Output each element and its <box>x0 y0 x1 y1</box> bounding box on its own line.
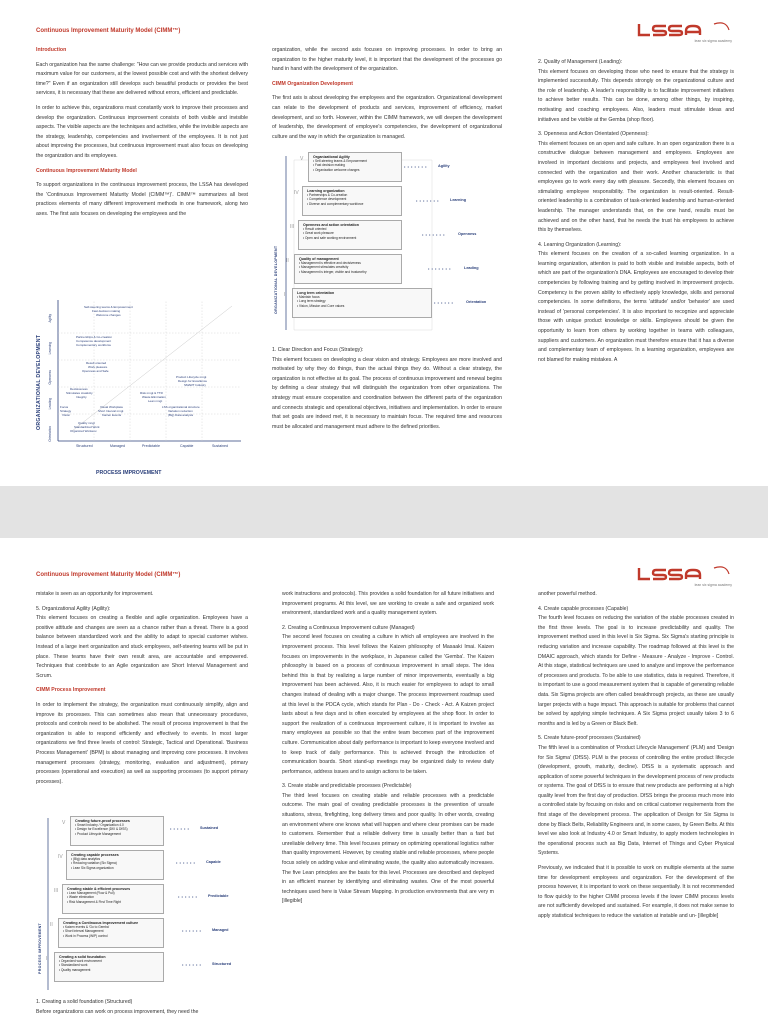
openness-paragraph: This element focuses on an open and safe culture. In an open organization there is a constructive dialogue between management and employees. Employees are involved in important decisions and projects, and employees feel involved and connected with the organization and their work. Another characteristic is that employees go to work every day with pleasure. Secondly, this element focuses on stimulating employee responsibility. The organization is result-oriented. Result-oriented leadership is a combination of task-oriented leadership and human-oriented leadership. The manager understands that, on the one hand, results must be achieved and on the other hand, that he needs the trust his employees to achieve this by themselves. <box>538 140 734 234</box>
level-leader-dots: • • • • • • • <box>422 232 445 237</box>
closing-paragraph: Previously, we indicated that it is possible to work on multiple elements at the same time for development employees and organization. For the development of the process however, it is important to work on these sequentially. It is not recommended to flow quickly to the higher CIMM process levels if the lower CIMM process levels are not sufficiently developed and sustained. For example, it does not make sense to apply statistical techniques to reduce the variation at instable and un- [illegible] <box>538 865 734 919</box>
level-bullet: • Kaizen events & 'Go to Gemba' <box>63 925 110 930</box>
level-title: Long term orientation <box>297 291 335 295</box>
page1-column-1 <box>36 46 248 225</box>
level-bullet: • Fast decision making <box>313 163 345 168</box>
level-bullet: • Management is integer, visible and trustworthy <box>299 269 367 274</box>
level-leader-dots: • • • • • • <box>182 962 202 967</box>
level-bullet: • Self-steering teams & Empowerment <box>313 159 367 164</box>
level-bullet: • Waste elimination <box>67 895 95 900</box>
level-bullet: • Partnerships & Co-creation <box>307 193 348 198</box>
management-paragraph: This element focuses on developing those who need to ensure that the strategy is implemented successfully. This depends strongly on the organizational culture and the role of leadership. A leader's responsibility is to facilitate improvement initiatives to achieve better results. This can be done, among other things, by inspiring, motivating and coaching employees. Also, leaders must stimulate ideas and initiatives and be visible at the Gemba (shop floor). <box>538 68 734 123</box>
matrix-item: Integrity <box>76 395 87 399</box>
level-number: II <box>50 922 53 928</box>
org-development-paragraph: The first axis is about developing the employees and the organization. Organizational development can relate to the development of products and services, improvement of efficiency, market development, and so forth. However, within the CIMM framework, we will deepen the development of leadership, the development of employee's competencies, the development of organizational culture and the way in which the organization is managed. <box>272 95 502 140</box>
matrix-item: (Big) Data analysis <box>168 413 194 417</box>
level-number: III <box>290 224 295 230</box>
org-development-heading: CIMM Organization Development <box>272 80 353 87</box>
matrix-x-axis-label: PROCESS IMPROVEMENT <box>96 470 162 476</box>
matrix-item: Design for Excellence <box>178 379 208 383</box>
level-title: Openness and action orientation <box>303 223 359 227</box>
document-title: Continuous Improvement Maturity Model (CIMM™) <box>36 572 181 578</box>
page1-column-2 <box>272 46 502 147</box>
matrix-item: Visual Workplace <box>100 405 124 409</box>
level-name: Sustained <box>200 826 219 830</box>
predictable-heading: 3. Create stable and predictable processes (Predictable) <box>282 783 412 790</box>
level-bullet: • Product Lifecycle Management <box>75 831 121 836</box>
matrix-item: Quality mngt <box>78 421 95 425</box>
page2-column-1 <box>36 590 248 792</box>
column2-paragraph-top: work instructions and protocols). This provides a solid foundation for all future initiatives and improvement programs. At this level, we are working to create a safe and organized work environment, standardized work and a quality management system. <box>282 591 494 617</box>
matrix-x-level: Predictable <box>142 444 160 448</box>
matrix-item: Kaizen Events <box>102 413 122 417</box>
level-bullet: • Organization welcome changes <box>313 167 360 172</box>
level-leader-dots: • • • • • • <box>434 300 454 305</box>
level-leader-dots: • • • • • • <box>170 826 190 831</box>
level-number: III <box>54 888 59 894</box>
matrix-y-level: Learning <box>48 342 52 355</box>
predictable-paragraph: The third level focuses on creating stable and reliable processes with a predictable outcome. The main goal of creating predictable processes is the prevention of unsafe situations, stress, firefighting, long delivery times and poor quality. In other words, creating an environment where one knows what will happen and where clear promises can be made to customers. Remember that a reliable delivery time is usually better than a fast but unreliable delivery time. This level focuses primary on optimizing operational logistics rather than quality improvement. However, by creating stable and reliable processes, where people focus solely on adding value and eliminating waste, the quality also automatically increases. The five Lean principles are the basis for this level. Processes are described and deployed in an efficient manner by identifying and eliminating wastes. One of the most powerful techniques used here is Value Stream Mapping. In production environments that are very m [illegible] <box>282 792 494 905</box>
matrix-y-axis-label: ORGANIZATIONAL DEVELOPMENT <box>36 334 42 430</box>
process-level-sustained <box>70 816 164 846</box>
matrix-item: Variation reduction <box>168 409 193 413</box>
logo-tagline: lean six sigma academy <box>694 583 732 587</box>
logo-tagline: lean six sigma academy <box>694 39 732 43</box>
process-level-structured <box>54 952 164 982</box>
matrix-x-level: Capable <box>180 444 194 448</box>
matrix-item: Complementary workforce <box>76 343 112 347</box>
level-bullet: • Vision, Mission and Core values <box>297 303 345 308</box>
management-heading: 2. Quality of Management (Leading): <box>538 59 623 65</box>
level-bullet: • Quality management <box>59 967 91 972</box>
level-leader-dots: • • • • • • <box>178 894 198 899</box>
process-level-capable <box>66 850 164 880</box>
org-level-leading <box>294 254 402 284</box>
agility-paragraph: This element focuses on creating a flexible and agile organization. Employees have a positive attitude and changes are seen as a chance rather than a threat. There is a good balance between standardized work and the ability to adapt to special customer wishes. Instead of a large inert organization and stuck employees, self-steering teams will be put in place. These teams have their own result area, are accountable and empowered. Techniques that contribute to an Agile organization are Short Interval Management and Scrum. <box>36 615 248 679</box>
learning-paragraph: This element focuses on the creation of a so-called learning organization. In a learning organization, attention is paid to both visible and invisible aspects, both of which are part of the organization's DNA. Employees are encouraged to develop their competencies by following training and by getting involved in improvement projects. Competency is the proven ability to effectively apply knowledge, skills and personal competencies. In some definitions, the terms 'attitude' and/or 'behavior' are used instead of 'personal competencies'. It is also important to recognize and appreciate those with unique product knowledge or skills. Employees should be given the opportunity to learn from others by working together in teams with colleagues, suppliers and customers. An organization must therefore ensure that it has a diverse and complementary team of employees. In a learning organization, employees are not blamed for making mistakes. A <box>538 251 734 363</box>
intro-paragraph-2: In order to achieve this, organizations must constantly work to improve their processes and develop the organization. Continuous improvement consists of both visible and invisible aspects. The visible aspects are the techniques and activities, while the invisible aspects are the strategy, leadership, competencies and involvement of the employees. It is not just about improving the processes, but continuous improvement must also focus on developing the organization and its employees. <box>36 104 248 159</box>
level-bullet: • Organized work environment <box>59 959 102 964</box>
level-leader-dots: • • • • • • • <box>404 164 427 169</box>
level-title: Quality of management <box>299 257 339 261</box>
level-bullet: • Long term strategy <box>297 299 326 304</box>
matrix-item: Openness and Safe <box>82 369 109 373</box>
matrix-item: Self-steering teams & Empowerment <box>84 305 133 309</box>
process-level-managed <box>58 918 164 948</box>
level-bullet: • Competence development <box>307 197 347 202</box>
level-bullet: • Reducing variation (Six Sigma) <box>71 861 117 866</box>
level-name: Predictable <box>208 894 229 898</box>
model-heading: Continuous Improvement Maturity Model <box>36 167 137 174</box>
level-title: Creating a solid foundation <box>59 955 106 959</box>
learning-heading: 4. Learning Organization (Learning): <box>538 241 622 248</box>
level-bullet: • Design for Excellence (DfX & DfSS) <box>75 827 128 832</box>
matrix-items <box>36 296 248 441</box>
level-title: Creating a Continuous Improvement culture <box>63 921 139 925</box>
column3-paragraph-top: another powerful method. <box>538 591 597 597</box>
matrix-item: Competence development <box>76 339 112 343</box>
org-level-orientation <box>292 288 432 318</box>
org-level-openness <box>298 220 402 250</box>
level-name: Learning <box>450 198 467 202</box>
level-bullet: • Result oriented <box>303 227 327 232</box>
level-bullet: • (Big) data analytics <box>71 857 101 862</box>
level-title: Creating capable processes <box>71 853 119 857</box>
matrix-y-level: Leading <box>48 398 52 410</box>
foundation-paragraph: Before organizations can work on process improvement, they need the <box>36 1008 199 1015</box>
foundation-heading: 1. Creating a solid foundation (Structured) <box>36 999 133 1005</box>
matrix-x-level: Managed <box>110 444 125 448</box>
matrix-item: Risk mngt & TTR <box>140 391 163 395</box>
level-name: Orientation <box>466 300 487 304</box>
level-name: Structured <box>212 962 232 966</box>
level-bullet: • Work in Process (WIP) control <box>63 933 108 938</box>
level-bullet: • Open and safe working environment <box>303 235 357 240</box>
level-bullet: • Great work pleasure <box>303 231 334 236</box>
level-title: Learning organization <box>307 189 345 193</box>
matrix-item: Partnerships & Co-creation <box>76 335 113 339</box>
process-improvement-heading: CIMM Process Improvement <box>36 687 106 694</box>
matrix-item: LSS organizational structure <box>162 405 200 409</box>
page2-column-1-bottom <box>36 998 248 1022</box>
level-number: I <box>46 956 48 962</box>
level-bullet: • Standardized work <box>59 963 88 968</box>
direction-paragraph: This element focuses on developing a clear vision and strategy. Employees are more involved and motivated by why they do things, than the actual things they do. Without a clear strategy, the organization is not effective at its goal. The process of continuous improvement and renewal begins by defining a clear strategy that will distinguish the organization from other organizations. The strategy must ensure cooperation and coordination between the different parts of the organization and connects strategic and operational objectives, initiatives and implementation. In order to ensure that set goals are indeed met, it is necessary to maintain focus. The required time and resources must be allocated and management must adhere to the defined priorities. <box>272 356 502 430</box>
page2-column-2 <box>282 590 494 912</box>
matrix-item: Product Lifecycle mngt <box>176 375 207 379</box>
level-bullet: • Lean Management (Flow & Pull) <box>67 891 115 896</box>
lssa-logo <box>636 566 732 590</box>
level-number: IV <box>58 854 63 860</box>
process-diagram-axis-label: PROCESS IMPROVEMENT <box>38 922 42 974</box>
level-name: Leading <box>464 266 479 270</box>
level-leader-dots: • • • • • • • <box>428 266 451 271</box>
matrix-item: Welcome changes <box>96 313 121 317</box>
level-number: V <box>300 156 304 162</box>
capable-paragraph: The fourth level focuses on reducing the variation of the stable processes created in the first three levels. The goal is to increase predictability and quality. The improvement method used in this level is Six Sigma. Six Sigma's starting principle is reducing variation and increase capability. The roadmap followed at this level is the DMAIC approach, which stands for Define - Measure - Analyze - Improve - Control. At this stage, statistical techniques are used to analyze and improve the performance of processes and products. To be able to use statistics, data is required. Therefore, it is important to use a good measurement system that is capable of generating reliable data. Six Sigma projects are often called breakthrough projects, as these are usually larger projects with a huge impact. This approach is suitable for problems that cannot be solved by applying simple techniques. A Six Sigma project usually takes 3 to 6 months and is led by a Green or Black Belt. <box>538 615 734 727</box>
lssa-logo-mark <box>636 22 732 38</box>
model-paragraph-1: To support organizations in the continuous improvement process, the LSSA has developed the 'Continuous Improvement Maturity Model (CIMM™)'. CIMM™ summarizes all best practices elements of many different improvement methods in one framework, along two axes. The first axis focuses on developing the employees and the <box>36 182 248 217</box>
matrix-item: Decisiveness <box>70 387 88 391</box>
matrix-item: Result oriented <box>86 361 107 365</box>
level-bullet: • Lean Six Sigma organization <box>71 865 114 870</box>
agility-heading: 5. Organizational Agility (Agility): <box>36 605 111 612</box>
level-name: Capable <box>206 860 221 864</box>
matrix-item: Stimulates creativity <box>66 391 93 395</box>
matrix-item: Organized Workenv. <box>70 429 98 433</box>
capable-heading: 4. Create capable processes (Capable) <box>538 605 629 612</box>
matrix-item: Waste Elimination <box>142 395 166 399</box>
ci-culture-paragraph: The second level focuses on creating a culture in which all employees are involved in the improvement process. This level follows the Kaizen philosophy of Masaaki Imai. Kaizen focuses on improvements in the workplace, in Japanese called the 'Gemba'. The Kaizen philosophy is based on a process of continuous improvement in small steps. The idea behind this is that by realizing a large number of minor improvements, eventually a big improvement has been achieved. Also, it is much easier for employees to adapt to small changes instead of dealing with a major change. The process improvement roadmap used at this level is the PDCA cycle, which stands for Plan - Do - Check - Act. A Kaizen project lasts about a few days and is often executed by employees at the shop floor. In order to support the realization of a continuous improvement culture, it is important to involve as many employees as possible so that the entire team becomes part of the improvement culture. Communication about daily performance is important to keep everyone involved and to keep track of daily performance. This is achieved through the introduction of communication boards. Short stand-up meetings may be organized daily to review daily performance, address issues and to assign actions to be taken. <box>282 634 494 775</box>
document-title: Continuous Improvement Maturity Model (CIMM™) <box>36 28 181 34</box>
process-improvement-diagram <box>36 814 248 994</box>
level-title: Creating stable & efficient processes <box>67 887 131 891</box>
level-bullet: • Risk Management & First Time Right <box>67 899 121 904</box>
column2-paragraph-top: organization, while the second axis focuses on improving processes. In order to bring an organization to the higher maturity level, it is important that the development of the processes go hand in hand with the development of the organization. <box>272 47 502 73</box>
sustained-paragraph: The fifth level is a combination of 'Product Lifecycle Management' (PLM) and 'Design for Six Sigma' (DfSS). PLM is the process of controlling the entire product lifecycle (development, growth, maturity, decline). DfSS is a systematic approach and application of some powerful techniques in the development process of new products or systems. The goal of DfSS is to ensure that new products are performing at a high quality level from the first day of production. DfSS brings the process much more into a controlled state by focusing on risks and on critical customer requirements from the first stage of the development process. The application of Design for Six Sigma is done by Black Belts, Reliability Engineers and, in some cases, by Green Belts. At this level we also look at Industry 4.0 or Smart Industry, to apply modern technologies in the operational process such as Big Data, Internet of Things and Cyber Physical Systems. <box>538 744 734 857</box>
process-level-predictable <box>62 884 164 914</box>
level-bullet: • Diverse and complementary workforce <box>307 201 364 206</box>
ci-culture-heading: 2. Creating a Continuous Improvement culture (Managed) <box>282 624 415 631</box>
matrix-item: Focus <box>60 405 69 409</box>
page1-column-2-bottom <box>272 346 502 437</box>
matrix-item: Strategy <box>60 409 72 413</box>
process-improvement-paragraph: In order to implement the strategy, the organization must continuously simplify, align and improve its processes. This can sometimes also mean that unnecessary procedures, protocols and controls need to be abolished. The result of process improvement is that the organization is able to respond efficiently and effectively to events. In most larger organizations we find three levels of control: Strategic, Tactical and Operational. 'Business Process Management' (BPM) is about managing and improving core processes. It involves management processes (strategy, monitoring, evaluation and adjustment), primary processes (operational and execution) as well as supporting processes (to support primary processes). <box>36 701 248 785</box>
column1-paragraph-top: mistake is seen as an opportunity for improvement. <box>36 591 154 597</box>
page1-column-3 <box>538 58 734 370</box>
level-name: Managed <box>212 928 229 932</box>
level-bullet: • Management stimulates creativity <box>299 265 349 270</box>
level-number: IV <box>294 190 299 196</box>
level-bullet: • Management is effective and decisiveness <box>299 261 361 266</box>
level-bullet: • Smart Industry / Organization 4.0 <box>75 823 124 828</box>
matrix-item: Vision <box>62 413 71 417</box>
level-name: Agility <box>438 164 450 168</box>
level-number: V <box>62 820 66 826</box>
matrix-y-level: Openness <box>48 370 52 385</box>
org-development-diagram <box>272 150 502 340</box>
intro-heading: Introduction <box>36 47 67 53</box>
matrix-item: Lean mngt <box>148 399 163 403</box>
cimm-matrix-figure <box>36 296 248 486</box>
lssa-logo-mark <box>636 566 732 582</box>
org-diagram-axis-label: ORGANIZATIONAL DEVELOPMENT <box>274 245 278 314</box>
matrix-item: Short Interval mngt <box>98 409 124 413</box>
matrix-x-level: Sustained <box>212 444 228 448</box>
sustained-heading: 5. Create future-proof processes (Sustained) <box>538 735 641 742</box>
org-level-agility <box>308 152 402 182</box>
org-level-learning <box>302 186 402 216</box>
openness-heading: 3. Openness and Action Orientated (Openness): <box>538 131 649 138</box>
document-page-2 <box>0 538 768 1024</box>
level-leader-dots: • • • • • • <box>176 860 196 865</box>
matrix-item: Standardized Work <box>74 425 100 429</box>
level-name: Openness <box>458 232 477 236</box>
level-title: Organizational Agility <box>313 155 350 159</box>
level-number: II <box>286 258 289 264</box>
level-title: Creating future-proof processes <box>75 819 130 823</box>
matrix-item: Fast decision making <box>92 309 121 313</box>
lssa-logo <box>636 22 732 46</box>
matrix-y-level: Orientation <box>48 426 52 442</box>
matrix-item: Work pleasure <box>88 365 108 369</box>
level-bullet: • Maintain focus <box>297 295 320 300</box>
level-number: I <box>284 292 286 298</box>
page2-column-3 <box>538 590 734 927</box>
level-leader-dots: • • • • • • • <box>416 198 439 203</box>
level-leader-dots: • • • • • • <box>182 928 202 933</box>
level-bullet: • Short Interval Management <box>63 929 104 934</box>
matrix-item: SMART Industry <box>184 383 206 387</box>
intro-paragraph-1: Each organization has the same challenge: "How can we provide products and services with maximum value for our customers, at the lowest possible cost and with the shortest delivery time?" Even if an organization still develops such beautiful products or provides the best services, it is necessary that these are delivered without errors, efficient and predictable. <box>36 61 248 97</box>
matrix-y-level: Agility <box>48 314 52 323</box>
matrix-x-level: Structured <box>76 444 93 448</box>
direction-heading: 1. Clear Direction and Focus (Strategy): <box>272 347 364 353</box>
document-page-1 <box>0 0 768 486</box>
